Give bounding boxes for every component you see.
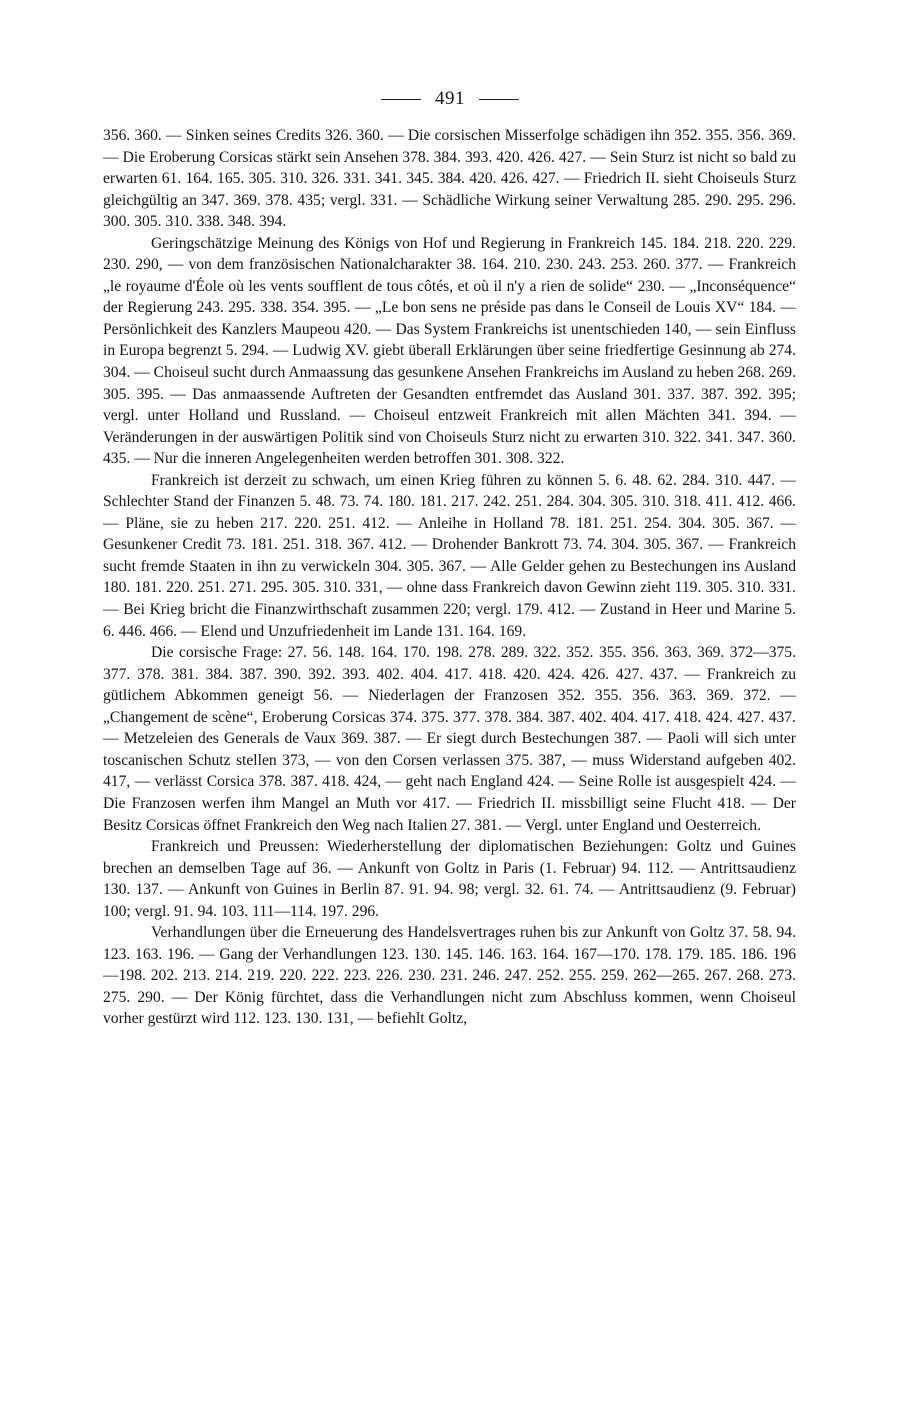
- page-header: [0, 88, 900, 110]
- header-rule-left: [381, 99, 421, 100]
- header-rule-right: [479, 99, 519, 100]
- paragraph: Frankreich und Preussen: Wiederherstellung der diplomatischen Beziehungen: Goltz und Guines brechen an demselben Tage auf 36. — Ankunft von Goltz in Paris (1. Februar) 94. 112. — Antrittsaudienz 130. 137. — Ankunft von Guines in Berlin 87. 91. 94. 98; vergl. 32. 61. 74. — Antrittsaudienz (9. Februar) 100; vergl. 91. 94. 103. 111—114. 197. 296.: [103, 838, 796, 920]
- paragraph: Geringschätzige Meinung des Königs von Hof und Regierung in Frankreich 145. 184. 218. 220. 229. 230. 290, — von dem französischen Nationalcharakter 38. 164. 210. 230. 243. 253. 260. 377. — Frankreich „le royaume d'Éole où les vents soufflent de tous côtés, et où il n'y a rien de solide“ 230. — „Inconséquence“ der Regierung 243. 295. 338. 354. 395. — „Le bon sens ne préside pas dans le Conseil de Louis XV“ 184. — Persönlichkeit des Kanzlers Maupeou 420. — Das System Frankreichs ist unentschieden 140, — sein Einfluss in Europa begrenzt 5. 294. — Ludwig XV. giebt überall Erklärungen über seine friedfertige Gesinnung ab 274. 304. — Choiseul sucht durch Anmaassung das gesunkene Ansehen Frankreichs im Ausland zu heben 268. 269. 305. 395. — Das anmaassende Auftreten der Gesandten entfremdet das Ausland 301. 337. 387. 392. 395; vergl. unter Holland und Russland. — Choiseul entzweit Frankreich mit allen Mächten 341. 394. — Veränderungen in der auswärtigen Politik sind von Choiseuls Sturz nicht zu erwarten 310. 322. 341. 347. 360. 435. — Nur die inneren Angelegenheiten werden betroffen 301. 308. 322.: [103, 234, 796, 468]
- page-number: 491: [435, 88, 465, 109]
- index-text: [103, 125, 796, 1030]
- paragraph: Die corsische Frage: 27. 56. 148. 164. 170. 198. 278. 289. 322. 352. 355. 356. 363. 369. 372—375. 377. 378. 381. 384. 387. 390. 392. 393. 402. 404. 417. 418. 420. 424. 426. 427. 437. — Frankreich zu gütlichem Abkommen geneigt 56. — Niederlagen der Franzosen 352. 355. 356. 363. 369. 372. — „Changement de scène“, Eroberung Corsicas 374. 375. 377. 378. 384. 387. 402. 404. 417. 418. 424. 427. 437. — Metzeleien des Generals de Vaux 369. 387. — Er siegt durch Bestechungen 387. — Paoli will sich unter toscanischen Schutz stellen 373, — von den Corsen verlassen 375. 387, — muss Widerstand aufgeben 402. 417, — verlässt Corsica 378. 387. 418. 424, — geht nach England 424. — Seine Rolle ist ausgespielt 424. — Die Franzosen werfen ihm Mangel an Muth vor 417. — Friedrich II. missbilligt seine Flucht 418. — Der Besitz Corsicas öffnet Frankreich den Weg nach Italien 27. 381. — Vergl. unter England und Oesterreich.: [103, 644, 796, 834]
- paragraph: Frankreich ist derzeit zu schwach, um einen Krieg führen zu können 5. 6. 48. 62. 284. 310. 447. — Schlechter Stand der Finanzen 5. 48. 73. 74. 180. 181. 217. 242. 251. 284. 304. 305. 310. 318. 411. 412. 466. — Pläne, sie zu heben 217. 220. 251. 412. — Anleihe in Holland 78. 181. 251. 254. 304. 305. 367. — Gesunkener Credit 73. 181. 251. 318. 367. 412. — Drohender Bankrott 73. 74. 304. 305. 367. — Frankreich sucht fremde Staaten in ihn zu verwickeln 304. 305. 367. — Alle Gelder gehen zu Bestechungen ins Ausland 180. 181. 220. 251. 271. 295. 305. 310. 331, — ohne dass Frankreich davon Gewinn zieht 119. 305. 310. 331. — Bei Krieg bricht die Finanzwirthschaft zusammen 220; vergl. 179. 412. — Zustand in Heer und Marine 5. 6. 446. 466. — Elend und Unzufriedenheit im Lande 131. 164. 169.: [103, 471, 796, 640]
- paragraph: Verhandlungen über die Erneuerung des Handelsvertrages ruhen bis zur Ankunft von Goltz 37. 58. 94. 123. 163. 196. — Gang der Verhandlungen 123. 130. 145. 146. 163. 164. 167—170. 178. 179. 185. 186. 196—198. 202. 213. 214. 219. 220. 222. 223. 226. 230. 231. 246. 247. 252. 255. 259. 262—265. 267. 268. 273. 275. 290. — Der König fürchtet, dass die Verhandlungen nicht zum Abschluss kommen, wenn Choiseul vorher gestürzt wird 112. 123. 130. 131, — befiehlt Goltz,: [103, 924, 796, 1028]
- paragraph: 356. 360. — Sinken seines Credits 326. 360. — Die corsischen Misserfolge schädigen ihn 352. 355. 356. 369. — Die Eroberung Corsicas stärkt sein Ansehen 378. 384. 393. 420. 426. 427. — Sein Sturz ist nicht so bald zu erwarten 61. 164. 165. 305. 310. 326. 331. 341. 345. 384. 420. 426. 427. — Friedrich II. sieht Choiseuls Sturz gleichgültig an 347. 369. 378. 435; vergl. 331. — Schädliche Wirkung seiner Verwaltung 285. 290. 295. 296. 300. 305. 310. 338. 348. 394.: [103, 127, 796, 231]
